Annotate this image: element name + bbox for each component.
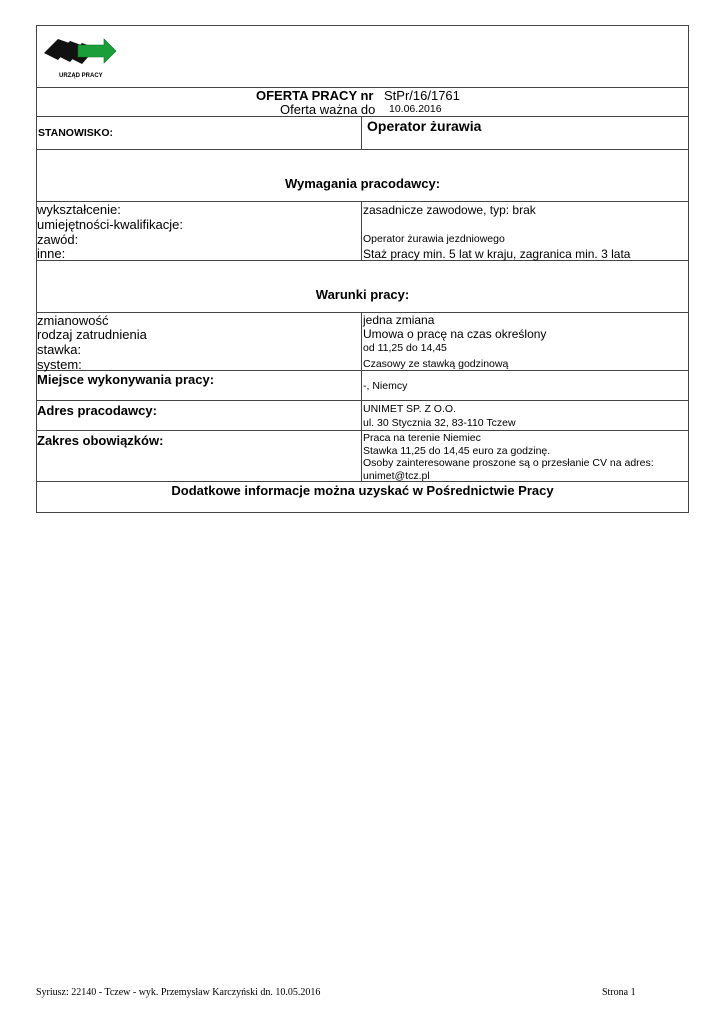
valid-date: 10.06.2016	[389, 103, 442, 115]
requirement-label: wykształcenie:	[37, 202, 121, 217]
additional-info: Dodatkowe informacje można uzyskać w Pośrednictwie Pracy	[171, 483, 554, 498]
workplace-label: Miejsce wykonywania pracy:	[37, 372, 215, 387]
condition-value: od 11,25 do 14,45	[363, 342, 447, 354]
logo	[38, 27, 126, 83]
conditions-heading: Warunki pracy:	[315, 287, 410, 302]
column-divider	[361, 201, 362, 260]
duties-label: Zakres obowiązków:	[37, 433, 164, 448]
condition-value: Czasowy ze stawką godzinową	[363, 358, 509, 370]
requirement-value: zasadnicze zawodowe, typ: brak	[363, 203, 536, 217]
column-divider	[361, 312, 362, 481]
divider	[36, 149, 689, 150]
requirements-heading: Wymagania pracodawcy:	[284, 176, 441, 191]
valid-label: Oferta ważna do	[280, 102, 376, 117]
column-divider	[361, 116, 362, 149]
divider	[36, 201, 689, 202]
divider	[36, 370, 689, 371]
requirement-value: Staż pracy min. 5 lat w kraju, zagranica min. 3 lata	[363, 247, 631, 261]
requirement-value: Operator żurawia jezdniowego	[363, 233, 505, 245]
condition-label: system:	[37, 357, 82, 372]
requirement-label: inne:	[37, 246, 66, 261]
duties-line: Praca na terenie Niemiec	[363, 432, 481, 444]
duties-line: unimet@tcz.pl	[363, 470, 430, 482]
condition-label: rodzaj zatrudnienia	[37, 327, 147, 342]
employer-label: Adres pracodawcy:	[37, 403, 157, 418]
position-value: Operator żurawia	[367, 118, 482, 134]
employer-address: ul. 30 Stycznia 32, 83-110 Tczew	[363, 417, 516, 429]
footer-left: Syriusz: 22140 - Tczew - wyk. Przemysław Karczyński dn. 10.05.2016	[36, 987, 321, 998]
requirement-label: umiejętności-kwalifikacje:	[37, 217, 183, 232]
condition-label: zmianowość	[37, 313, 109, 328]
position-label: STANOWISKO:	[38, 127, 114, 139]
offer-label: OFERTA PRACY nr	[256, 88, 374, 103]
logo-caption: URZĄD PRACY	[59, 73, 103, 79]
employer-name: UNIMET SP. Z O.O.	[363, 403, 456, 415]
condition-value: Umowa o pracę na czas określony	[363, 327, 547, 341]
divider	[36, 400, 689, 401]
workplace-value: -, Niemcy	[363, 380, 408, 392]
page-number: Strona 1	[602, 987, 636, 998]
requirement-label: zawód:	[37, 232, 79, 247]
duties-line: Stawka 11,25 do 14,45 euro za godzinę.	[363, 445, 551, 457]
condition-value: jedna zmiana	[363, 313, 435, 327]
divider	[36, 430, 689, 431]
condition-label: stawka:	[37, 342, 82, 357]
offer-number: StPr/16/1761	[384, 88, 460, 103]
duties-line: Osoby zainteresowane proszone są o przesłanie CV na adres:	[363, 457, 654, 469]
